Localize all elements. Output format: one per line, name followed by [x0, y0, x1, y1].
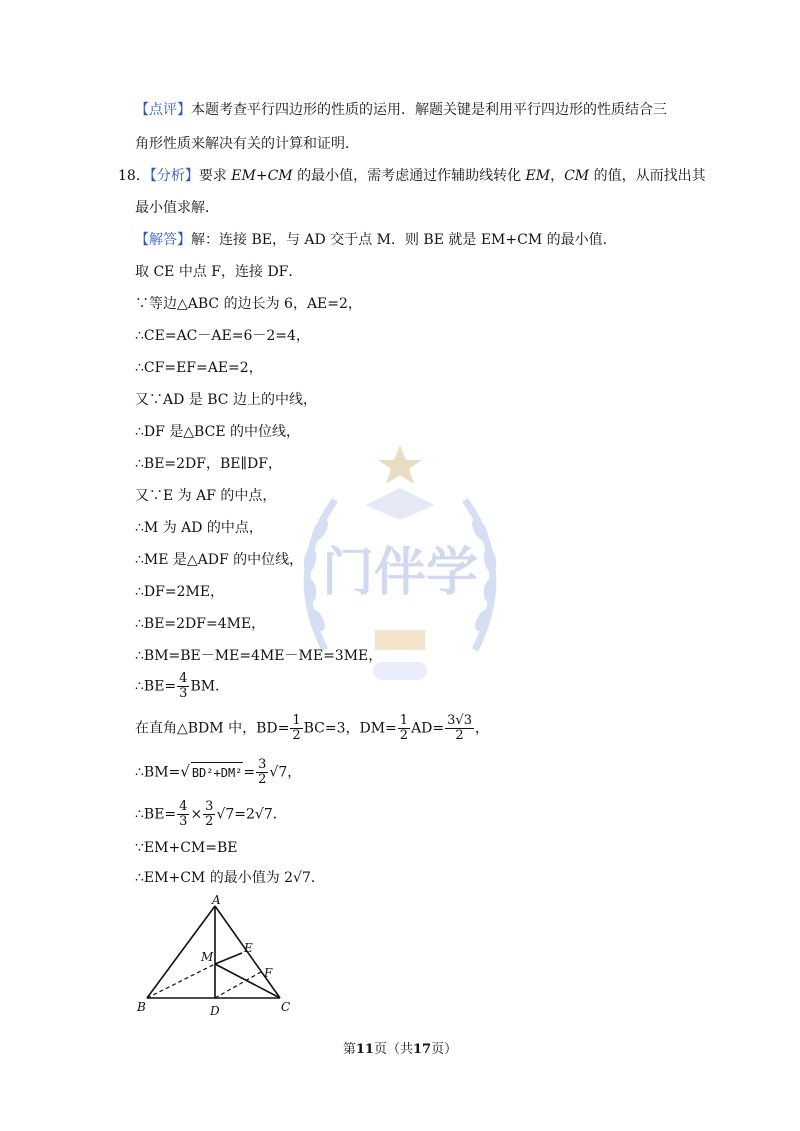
solution-line-16: 在直角△BDM 中，BD= $\frac{1}{2}$ BC=3，DM= $\frac{1}{2}$ AD= $\frac{3√3}{2}$ ， [135, 713, 489, 743]
solution-line-19: ∵EM+CM=BE [135, 840, 238, 856]
solution-line-12: ∴DF=2ME， [135, 584, 225, 600]
label-f: F [264, 966, 273, 980]
fraction: $\frac{4}{3}$ [179, 799, 188, 829]
label-m: M [201, 950, 214, 964]
answer-tag: 【解答】 [135, 232, 191, 248]
fraction: $\frac{3}{2}$ [205, 799, 214, 829]
solution-line-10: ∴M 为 AD 的中点， [135, 520, 263, 536]
solution-line-4: ∴CE=AC－AE=6－2=4， [135, 328, 310, 344]
solution-line-15: ∴BE= $\frac{4}{3}$ BM． [135, 671, 230, 701]
segment-me [215, 953, 242, 964]
analysis-line-2: 最小值求解． [135, 200, 219, 216]
triangle-figure [135, 893, 305, 1023]
solution-line-17: ∴BM=√ BD²+DM²= $\frac{3}{2}$ √7， [135, 757, 302, 787]
page-footer: 第11页（共17页） [342, 1042, 458, 1057]
label-b: B [137, 1000, 146, 1014]
solution-line-2: 取 CE 中点 F，连接 DF． [135, 264, 303, 280]
comment-line-2: 角形性质来解决有关的计算和证明． [135, 136, 359, 152]
radical-sign: √ [180, 762, 190, 781]
solution-line-18: ∴BE= $\frac{4}{3}$ × $\frac{3}{2}$ √7=2√7． [135, 799, 287, 829]
comment-tag: 【点评】 [135, 102, 191, 118]
question-number: 18． [118, 168, 150, 184]
solution-line-5: ∴CF=EF=AE=2， [135, 360, 263, 376]
comment-line-1: 【点评】本题考查平行四边形的性质的运用．解题关键是利用平行四边形的性质结合三 [135, 102, 667, 118]
fraction: $\frac{1}{2}$ [399, 713, 409, 743]
solution-line-1: 【解答】解：连接 BE，与 AD 交于点 M．则 BE 就是 EM+CM 的最小值． [135, 232, 617, 248]
solution-line-7: ∴DF 是△BCE 的中位线， [135, 424, 300, 440]
fraction: $\frac{1}{2}$ [292, 713, 301, 743]
analysis-tag: 【分析】 [149, 168, 199, 184]
fraction: $\frac{3√3}{2}$ [447, 713, 472, 743]
label-c: C [281, 1000, 291, 1014]
fraction: $\frac{4}{3}$ [179, 671, 188, 701]
label-a: A [212, 893, 221, 907]
final-value: 2√7 [284, 870, 311, 886]
solution-line-20: ∴EM+CM 的最小值为 2√7． [135, 870, 325, 886]
total-pages: 17 [413, 1042, 432, 1057]
analysis-line-1: 18．【分析】要求 EM+CM 的最小值，需考虑通过作辅助线转化 EM，CM 的值，从而找出其 [118, 168, 706, 184]
solution-line-6: 又∵AD 是 BC 边上的中线， [135, 392, 317, 408]
solution-line-13: ∴BE=2DF=4ME， [135, 616, 266, 632]
solution-line-11: ∴ME 是△ADF 的中位线， [135, 552, 304, 568]
solution-line-14: ∴BM=BE－ME=4ME－ME=3ME， [135, 648, 383, 664]
watermark-text: 门伴学 [321, 543, 479, 603]
solution-line-3: ∵等边△ABC 的边长为 6，AE=2， [135, 296, 362, 312]
radicand: BD²+DM² [191, 762, 244, 783]
solution-line-8: ∴BE=2DF，BE∥DF， [135, 456, 282, 472]
segment-bm [147, 964, 215, 998]
watermark-logo [265, 440, 535, 710]
fraction: $\frac{3}{2}$ [258, 757, 267, 787]
label-e: E [244, 941, 253, 955]
solution-line-9: 又∵E 为 AF 的中点， [135, 488, 277, 504]
page-number: 11 [355, 1042, 374, 1057]
label-d: D [210, 1004, 220, 1018]
